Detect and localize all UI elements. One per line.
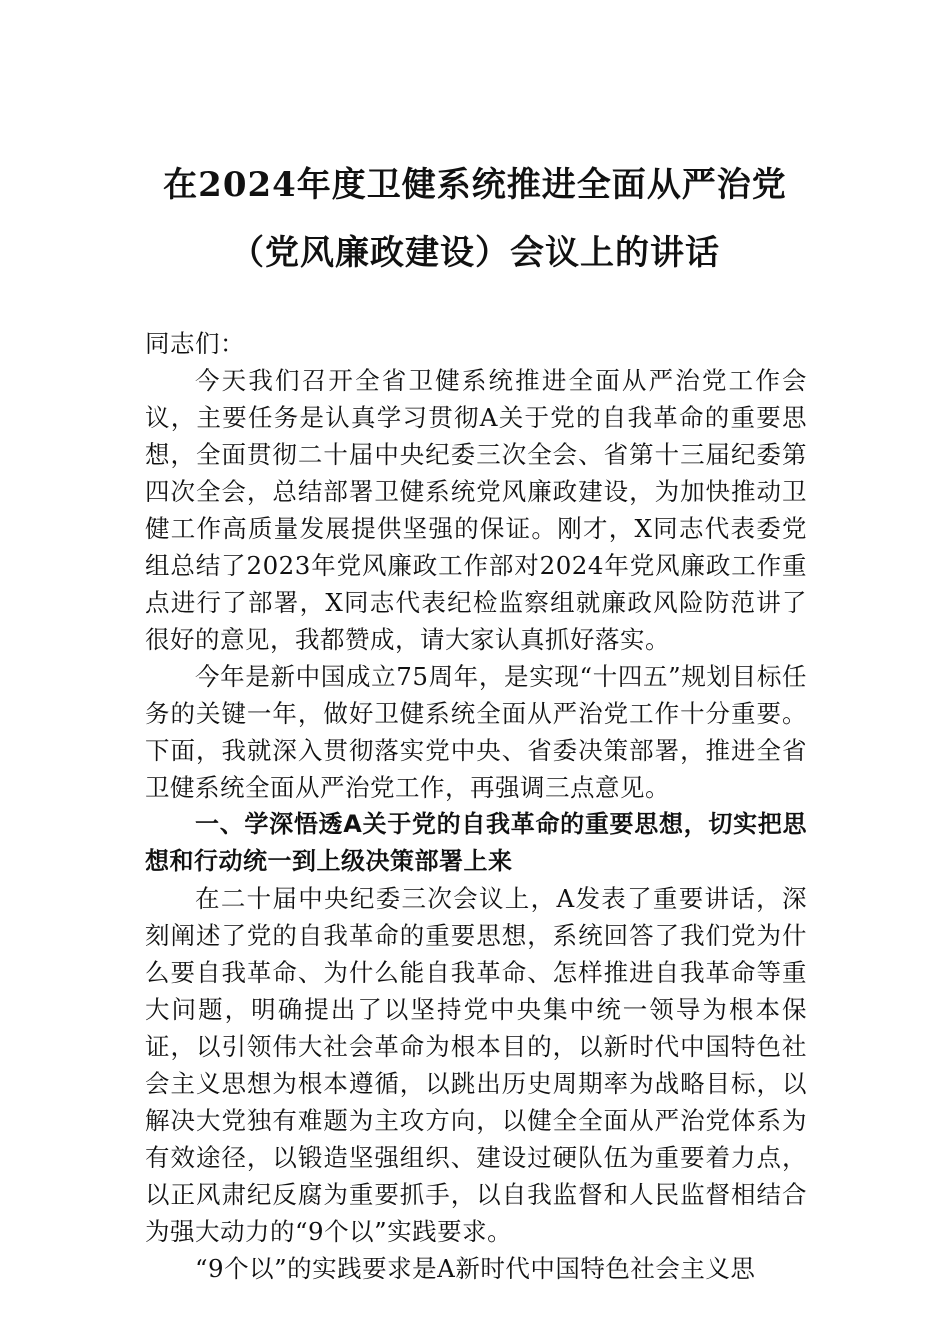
document-body [145, 325, 807, 1287]
section-heading-1: 一、学深悟透A关于党的自我革命的重要思想，切实把思想和行动统一到上级决策部署上来 [145, 810, 807, 875]
paragraph-section-1-continued: “9个以”的实践要求是A新时代中国特色社会主义思 [195, 1254, 756, 1283]
paragraph-context: 今年是新中国成立75周年，是实现“十四五”规划目标任务的关键一年，做好卫健系统全面从严治党工作十分重要。下面，我就深入贯彻落实党中央、省委决策部署，推进全省卫健系统全面从严治党工作，再强调三点意见。 [145, 662, 807, 802]
document-title-line-1: 在2024年度卫健系统推进全面从严治党 [163, 165, 787, 205]
paragraph-section-1: 在二十届中央纪委三次会议上，A发表了重要讲话，深刻阐述了党的自我革命的重要思想，系统回答了我们党为什么要自我革命、为什么能自我革命、怎样推进自我革命等重大问题，明确提出了以坚持党中央集中统一领导为根本保证，以引领伟大社会革命为根本目的，以新时代中国特色社会主义思想为根本遵循，以跳出历史周期率为战略目标，以解决大党独有难题为主攻方向，以健全全面从严治党体系为有效途径，以锻造坚强组织、建设过硬队伍为重要着力点，以正风肃纪反腐为重要抓手，以自我监督和人民监督相结合为强大动力的“9个以”实践要求。 [145, 884, 807, 1246]
paragraph-intro: 今天我们召开全省卫健系统推进全面从严治党工作会议，主要任务是认真学习贯彻A关于党的自我革命的重要思想，全面贯彻二十届中央纪委三次全会、省第十三届纪委第四次全会，总结部署卫健系统党风廉政建设，为加快推动卫健工作高质量发展提供坚强的保证。刚才，X同志代表委党组总结了2023年党风廉政工作部对2024年党风廉政工作重点进行了部署，X同志代表纪检监察组就廉政风险防范讲了很好的意见，我都赞成，请大家认真抓好落实。 [145, 366, 807, 654]
salutation: 同志们： [145, 329, 245, 358]
document-title-line-2: （党风廉政建设）会议上的讲话 [230, 233, 720, 273]
